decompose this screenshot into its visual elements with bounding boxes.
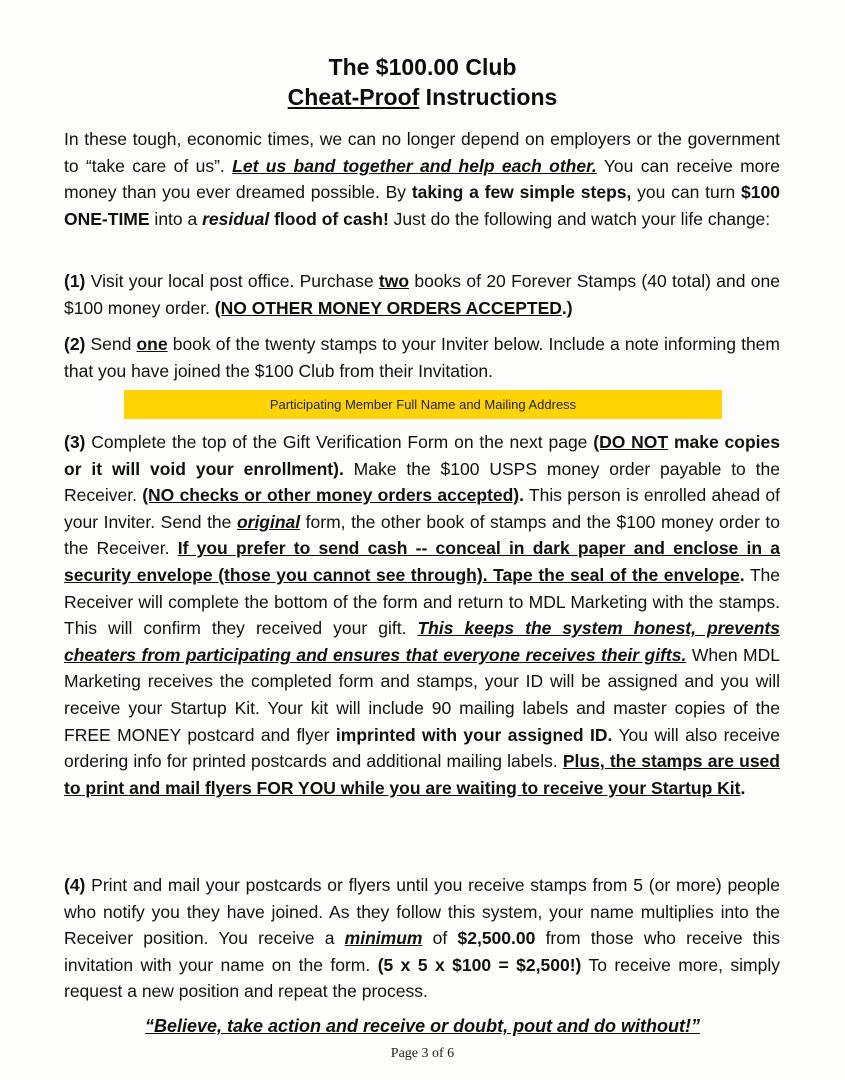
intro-bold: taking a few simple steps, (411, 182, 632, 203)
intro-text: In these tough, economic times, we can no longer depend on employers or the government to “take care of us”. (64, 129, 780, 176)
intro-text: into a (149, 208, 203, 229)
step-1-paragraph (64, 268, 780, 321)
intro-bold: flood of cash! (269, 208, 389, 229)
step-number: (2) (64, 334, 86, 354)
step-text: You will also receive ordering info for printed postcards and additional mailing labels. (64, 724, 781, 772)
step-bold: imprinted with your assigned ID. (335, 724, 613, 745)
step-text: from those who receive this invitation with your name on the form. (64, 928, 780, 975)
step-text: Print and mail your postcards or flyers until you receive stamps from 5 (or more) people who notify you they have joined. As they follow this system, your name multiplies into the Receiver position. You receive a (64, 875, 780, 949)
intro-text: You can receive more money than you ever dreamed possible. By (64, 155, 780, 203)
step-bold: . (519, 485, 524, 506)
step-emphasis: (NO checks or other money orders accepted) (142, 485, 520, 506)
document-title: The $100.00 Club (328, 54, 517, 80)
step-text: This person is enrolled ahead of your Inviter. Send the (64, 485, 781, 532)
step-3-paragraph (64, 429, 780, 801)
step-text: Complete the top of the Gift Verification Form on the next page (85, 432, 594, 452)
step-bold: make copies or it will void your enrollment). (64, 432, 780, 479)
subtitle-rest: Instructions (419, 84, 558, 110)
step-emphasis: two (378, 271, 410, 291)
step-text: When MDL Marketing receives the completed form and stamps, your ID will be assigned and you will receive your Startup Kit. Your kit will include 90 mailing labels and master copies of the FREE MONEY postcard and flyer (64, 644, 781, 745)
step-emphasis: This keeps the system honest, prevents cheaters from participating and ensures that everyone receives their gifts. (64, 618, 780, 665)
step-text: The Receiver will complete the bottom of the form and return to MDL Marketing with the stamps. This will confirm they received your gift. (64, 564, 781, 639)
step-text: Visit your local post office. Purchase (85, 271, 379, 291)
step-4-paragraph (64, 872, 780, 1005)
step-number: (3) (64, 432, 86, 452)
step-bold: (5 x 5 x $100 = $2,500!) (377, 954, 582, 975)
intro-bold: $100 ONE-TIME (64, 182, 780, 229)
closing-quote-text: “Believe, take action and receive or doubt, pout and do without!” (144, 1016, 701, 1036)
step-emphasis: (DO NOT (593, 432, 669, 452)
step-bold: . (740, 777, 746, 798)
step-emphasis: Plus, the stamps are used to print and mail flyers FOR YOU while you are waiting to receive your Startup Kit (64, 751, 780, 798)
step-text: books of 20 Forever Stamps (40 total) and one $100 money order. (64, 271, 780, 318)
step-emphasis: minimum (344, 928, 423, 949)
inviter-address-banner: Participating Member Full Name and Mailing Address (124, 390, 722, 419)
step-text: Make the $100 USPS money order payable to the Receiver. (64, 458, 780, 506)
step-bold: $2,500.00 (457, 928, 536, 949)
step-text: of (422, 928, 458, 949)
intro-text: Just do the following and watch your life change: (388, 208, 771, 229)
step-bold: .) (561, 297, 573, 318)
step-number: (1) (64, 271, 86, 291)
step-text: form, the other book of stamps and the $100 money order to the Receiver. (64, 511, 780, 559)
step-text: book of the twenty stamps to your Inviter below. Include a note informing them that you have joined the $100 Club from their Invitation. (64, 334, 780, 381)
step-text: To receive more, simply request a new position and repeat the process. (64, 954, 780, 1002)
step-number: (4) (64, 875, 86, 895)
closing-quote (0, 1014, 845, 1038)
intro-emphasis: Let us band together and help each other. (232, 155, 597, 176)
intro-paragraph (64, 126, 780, 232)
step-emphasis: (NO OTHER MONEY ORDERS ACCEPTED (214, 297, 562, 318)
step-2-paragraph (64, 331, 780, 384)
intro-bold-italic: residual (202, 208, 270, 229)
step-emphasis: If you prefer to send cash -- conceal in dark paper and enclose in a security envelope (those you cannot see through). Tape the seal of the envelope (64, 538, 781, 585)
document-subtitle (0, 83, 845, 111)
step-emphasis: original (236, 511, 301, 532)
page-number: Page 3 of 6 (390, 1046, 455, 1061)
subtitle-underlined: Cheat-Proof (287, 84, 420, 110)
step-bold: . (739, 564, 745, 585)
step-emphasis: one (136, 334, 168, 354)
step-text: Send (85, 334, 137, 354)
intro-text: you can turn (631, 182, 742, 203)
